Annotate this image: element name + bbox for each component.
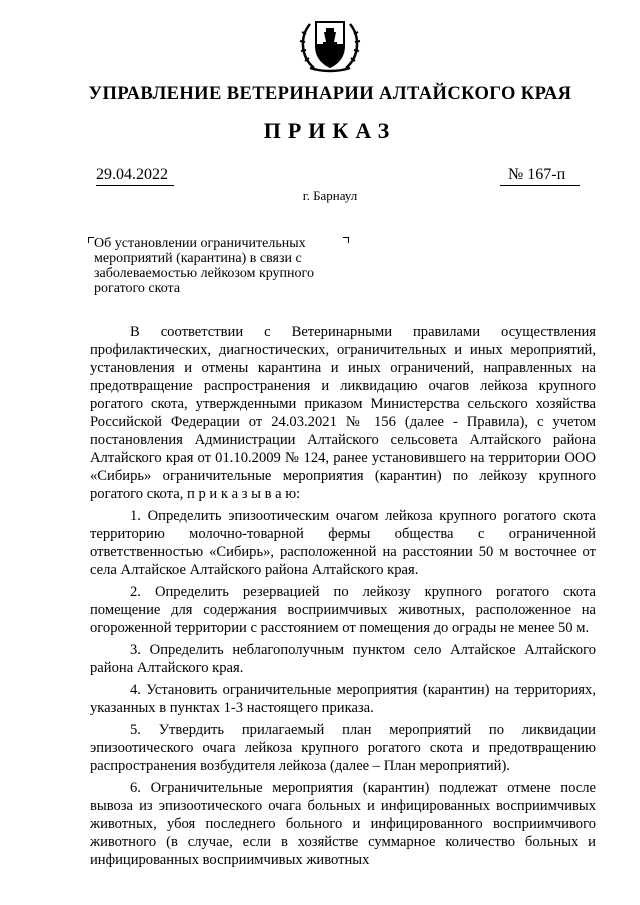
subject-line: Об установлении ограничительных bbox=[94, 236, 306, 251]
order-body bbox=[90, 323, 596, 873]
organization-name: УПРАВЛЕНИЕ ВЕТЕРИНАРИИ АЛТАЙСКОГО КРАЯ bbox=[88, 84, 572, 104]
subject-corner-right bbox=[343, 237, 349, 243]
preamble-paragraph: В соответствии с Ветеринарными правилами осуществления профилактических, диагностических, ограничительных и иных мероприятий, установления и отмены карантина и иных ограничений, направленных на предотвращение распространения и ликвидацию очагов лейкоза крупного рогатого скота, утвержденными приказом Министерства сельского хозяйства Российской Федерации от 24.03.2021 № 156 (далее - Правила), с учетом постановления Администрации Алтайского сельсовета Алтайского района Алтайского края от 01.10.2009 № 124, ранее установившего на территории ООО «Сибирь» ограничительные мероприятия (карантин) по лейкозу крупного рогатого скота, п р и к а з ы в а ю: bbox=[90, 324, 596, 502]
clause-1: 1. Определить эпизоотическим очагом лейкоза крупного рогатого скота территорию молочно-товарной фермы общества с ограниченной ответственностью «Сибирь», расположенной на расстоянии 50 м восточнее от села Алтайское Алтайского района Алтайского края. bbox=[90, 508, 596, 578]
order-date: 29.04.2022 bbox=[96, 166, 168, 183]
clause-6: 6. Ограничительные мероприятия (карантин) подлежат отмене после вывоза из эпизоотического очага больных и инфицированных восприимчивых животных, убоя последнего больного и инфицированного восприимчивого животного (в случае, если в хозяйстве суммарное количество больных и инфицированных восприимчивых животных bbox=[90, 780, 596, 868]
subject-line: мероприятий (карантина) в связи с bbox=[94, 251, 302, 266]
date-underline bbox=[96, 185, 174, 186]
clause-5: 5. Утвердить прилагаемый план мероприятий по ликвидации эпизоотического очага лейкоза крупного рогатого скота и предотвращению распространения возбудителя лейкоза (далее – План мероприятий). bbox=[90, 722, 596, 774]
clause-3: 3. Определить неблагополучным пунктом село Алтайское Алтайского района Алтайского края. bbox=[90, 642, 596, 676]
order-subject bbox=[94, 236, 342, 296]
subject-line: заболеваемостью лейкозом крупного bbox=[94, 266, 314, 281]
clause-4: 4. Установить ограничительные мероприятия (карантин) на территориях, указанных в пунктах 1-3 настоящего приказа. bbox=[90, 682, 596, 716]
city-name: г. Барнаул bbox=[302, 188, 358, 203]
order-number: № 167-п bbox=[508, 166, 566, 183]
coat-of-arms-icon bbox=[294, 14, 366, 74]
subject-line: рогатого скота bbox=[94, 281, 181, 296]
document-type: ПРИКАЗ bbox=[263, 118, 397, 143]
number-underline bbox=[500, 185, 580, 186]
clause-2: 2. Определить резервацией по лейкозу крупного рогатого скота помещение для содержания восприимчивых животных, расположенное на огороженной территории с расстоянием от помещения до ограды не менее 50 м. bbox=[90, 584, 596, 636]
